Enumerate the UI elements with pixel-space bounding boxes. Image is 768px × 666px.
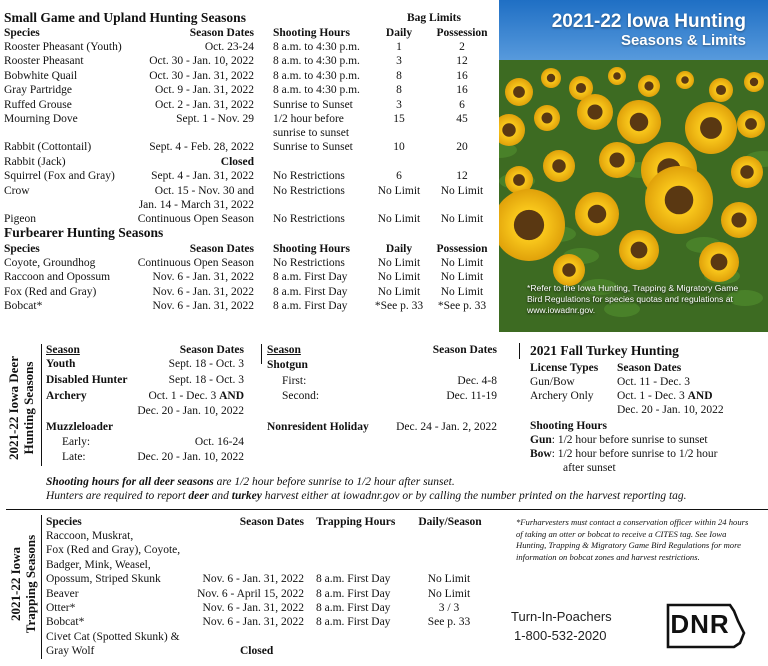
- deer-season-header-2: Season: [267, 344, 301, 356]
- sunflower: [731, 156, 763, 188]
- species-cell: Bobwhite Quail: [4, 69, 78, 82]
- turkey-archery-dates: [617, 389, 713, 403]
- dates-cell: Continuous Open Season: [137, 213, 254, 225]
- bag-limits-label: Bag Limits: [407, 12, 461, 24]
- deer-nonresident-dates: Dec. 24 - Jan. 2, 2022: [396, 421, 497, 433]
- daily-cell: *See p. 33: [374, 300, 424, 313]
- possession-cell: 16: [456, 84, 468, 97]
- deer-archery-dates: [120, 389, 244, 403]
- dates-cell: Oct. 2 - Jan. 31, 2022: [154, 98, 254, 111]
- deer-mid-divider: [261, 344, 262, 364]
- sunflower-photo: [499, 0, 768, 332]
- species-cell: Squirrel (Fox and Gray): [4, 170, 115, 183]
- daily-cell: No Limit: [377, 271, 421, 284]
- trap-group-line: Fox (Red and Gray), Coyote,: [46, 544, 181, 557]
- dates-cell: Oct. 9 - Jan. 31, 2022: [154, 84, 254, 97]
- turkey-gun-hours-text: : 1/2 hour before sunrise to sunset: [551, 434, 708, 446]
- hours-cell: 8 a.m. First Day: [273, 300, 348, 313]
- report-turkey: turkey: [231, 490, 262, 502]
- turkey-gun-hours: [530, 433, 708, 447]
- sunflower: [541, 68, 561, 88]
- trap-dates-cell: Nov. 6 - Jan. 31, 2022: [202, 602, 304, 614]
- possession-cell: 20: [456, 141, 468, 154]
- hours-cell: No Restrictions: [273, 170, 345, 183]
- photo-title-line1: 2021-22 Iowa Hunting: [551, 11, 746, 32]
- hours-cell: Sunrise to Sunset: [273, 98, 353, 111]
- species-cell: Crow: [4, 184, 30, 197]
- deer-muzzleloader-label: Muzzleloader: [46, 421, 114, 433]
- trap-species-cell: Opossum, Striped Skunk: [46, 573, 161, 586]
- sunflower: [608, 67, 626, 85]
- deer-archery-and: AND: [219, 390, 244, 402]
- deer-disabled-label: Disabled Hunter: [46, 374, 128, 386]
- poachers-label: Turn-In-Poachers: [511, 609, 612, 624]
- species-cell: Ruffed Grouse: [4, 98, 72, 111]
- daily-cell: 1: [396, 41, 402, 53]
- daily-cell: 8: [396, 84, 402, 97]
- species-cell: Coyote, Groundhog: [4, 257, 96, 269]
- trap-dates-cell: Nov. 6 - April 15, 2022: [197, 587, 304, 600]
- possession-cell: 16: [456, 69, 468, 82]
- possession-cell: *See p. 33: [437, 300, 487, 313]
- species-cell: Pigeon: [4, 213, 36, 225]
- possession-cell: 12: [456, 55, 468, 68]
- daily-header: Daily: [385, 243, 413, 255]
- daily-cell: No Limit: [377, 184, 421, 197]
- deer-side-label-line1: 2021-22 Iowa Deer: [6, 356, 21, 460]
- dates-cell: Oct. 15 - Nov. 30 and: [154, 184, 254, 197]
- possession-cell: No Limit: [440, 285, 484, 298]
- species-header: Species: [4, 243, 40, 255]
- sunflower: [709, 78, 733, 102]
- trap-group-line: Badger, Mink, Weasel,: [46, 558, 151, 571]
- sunflower: [543, 150, 575, 182]
- deer-archery-dates-1: Oct. 1 - Dec. 3: [148, 390, 217, 402]
- possession-cell: 45: [456, 113, 468, 125]
- deer-shotgun-label: Shotgun: [267, 359, 308, 371]
- trap-dates-cell: Nov. 6 - Jan. 31, 2022: [202, 573, 304, 586]
- deer-hours-note-text: are 1/2 hour before sunrise to 1/2 hour after sunset.: [213, 476, 455, 488]
- deer-muzzle-early-dates: Oct. 16-24: [194, 436, 244, 448]
- trap-hours-cell: 8 a.m. First Day: [316, 602, 391, 614]
- sunflower: [721, 202, 757, 238]
- deer-dates-header: Season Dates: [179, 344, 244, 356]
- turkey-bow-label: Bow: [530, 448, 552, 460]
- species-cell: Rooster Pheasant (Youth): [4, 41, 122, 53]
- hours-header: Shooting Hours: [273, 243, 351, 255]
- hours-cell: No Restrictions: [273, 213, 345, 225]
- poachers-phone: 1-800-532-2020: [514, 628, 607, 643]
- trap-species-cell: Beaver: [46, 587, 79, 600]
- sunflower: [685, 102, 737, 154]
- deer-archery-dates-2: Dec. 20 - Jan. 10, 2022: [137, 405, 244, 417]
- possession-cell: 2: [459, 41, 465, 53]
- hours-cell-2: sunrise to sunset: [273, 127, 350, 139]
- hours-cell: No Restrictions: [273, 257, 345, 269]
- trap-limit-cell: No Limit: [427, 587, 471, 600]
- hours-cell: 1/2 hour before: [273, 113, 344, 125]
- sunflower: [699, 242, 739, 282]
- possession-cell: No Limit: [440, 184, 484, 197]
- sunflower: [577, 94, 613, 130]
- daily-header: Daily: [385, 27, 413, 39]
- trapping-side-label-line1: 2021-22 Iowa: [8, 546, 23, 622]
- turkey-gunbow-label: Gun/Bow: [530, 376, 575, 388]
- deer-nonresident-label: Nonresident Holiday: [267, 421, 369, 433]
- dates-cell: Sept. 1 - Nov. 29: [176, 113, 254, 125]
- hours-cell: 8 a.m. to 4:30 p.m.: [273, 41, 360, 53]
- turkey-dates-header: Season Dates: [617, 362, 682, 374]
- dates-cell: Closed: [220, 155, 254, 168]
- deer-hours-note-bold: Shooting hours for all deer seasons: [46, 476, 214, 488]
- species-header: Species: [4, 27, 40, 39]
- species-cell: Rabbit (Jack): [4, 155, 66, 168]
- trap-dates-header: Season Dates: [239, 516, 304, 528]
- trap-graywolf-cell: Gray Wolf: [46, 645, 95, 658]
- trap-hours-cell: 8 a.m. First Day: [316, 573, 391, 586]
- trap-hours-cell: 8 a.m. First Day: [316, 616, 391, 629]
- deer-disabled-dates: Sept. 18 - Oct. 3: [168, 374, 244, 386]
- hours-cell: 8 a.m. to 4:30 p.m.: [273, 69, 360, 82]
- deer-report-note: [46, 489, 687, 503]
- deer-archery-label: Archery: [46, 390, 87, 402]
- hours-cell: No Restrictions: [273, 184, 345, 197]
- possession-header: Possession: [436, 27, 488, 39]
- deer-hours-note: [46, 475, 455, 489]
- small-game-title: Small Game and Upland Hunting Seasons: [4, 10, 246, 25]
- trap-limit-header: Daily/Season: [418, 516, 482, 528]
- dates-header: Season Dates: [189, 27, 254, 39]
- turkey-bow-hours-text: : 1/2 hour before sunrise to 1/2 hour: [551, 448, 718, 460]
- furbearer-title: Furbearer Hunting Seasons: [4, 225, 164, 240]
- sunflower: [744, 72, 764, 92]
- report-deer: deer: [188, 490, 209, 502]
- dates-header: Season Dates: [189, 243, 254, 255]
- trap-hours-cell: 8 a.m. First Day: [316, 587, 391, 600]
- hours-cell: 8 a.m. to 4:30 p.m.: [273, 55, 360, 68]
- photo-title: [552, 12, 746, 49]
- sunflower: [619, 230, 659, 270]
- trap-closed-cell: Closed: [240, 645, 274, 658]
- deer-muzzle-early-label: Early:: [62, 436, 91, 448]
- possession-cell: 6: [459, 98, 465, 111]
- trapping-side-label-line2: Trapping Seasons: [23, 534, 38, 634]
- daily-cell: No Limit: [377, 285, 421, 298]
- turkey-archery-dates-2: Dec. 20 - Jan. 10, 2022: [617, 404, 724, 416]
- daily-cell: 10: [393, 141, 405, 154]
- sunflower: [553, 254, 585, 286]
- trap-hours-header: Trapping Hours: [316, 516, 396, 528]
- dates-cell: Nov. 6 - Jan. 31, 2022: [152, 271, 254, 284]
- deer-season-header: Season: [46, 344, 80, 356]
- daily-cell: 3: [396, 55, 402, 68]
- dnr-logo: [664, 599, 748, 651]
- possession-cell: 12: [456, 170, 468, 183]
- daily-cell: 8: [396, 69, 402, 82]
- species-cell: Bobcat*: [4, 300, 43, 313]
- turkey-title: 2021 Fall Turkey Hunting: [530, 343, 679, 358]
- hours-cell: 8 a.m. to 4:30 p.m.: [273, 84, 360, 97]
- deer-shotgun-second-label: Second:: [282, 390, 320, 402]
- possession-cell: No Limit: [440, 271, 484, 284]
- dates-cell-2: Jan. 14 - March 31, 2022: [138, 198, 254, 211]
- sunflower: [737, 110, 765, 138]
- deer-shotgun-first-label: First:: [282, 375, 307, 387]
- trap-species-cell: Otter*: [46, 602, 76, 614]
- daily-cell: No Limit: [377, 213, 421, 225]
- turkey-license-header: License Types: [530, 362, 599, 374]
- hours-cell: 8 a.m. First Day: [273, 271, 348, 284]
- possession-cell: No Limit: [440, 213, 484, 225]
- dnr-logo-text: DNR: [670, 609, 730, 639]
- species-cell: Rooster Pheasant: [4, 55, 84, 68]
- deer-dates-header-2: Season Dates: [432, 344, 497, 356]
- deer-side-label-line2: Hunting Seasons: [21, 361, 36, 455]
- deer-youth-dates: Sept. 18 - Oct. 3: [168, 358, 244, 370]
- hours-header: Shooting Hours: [273, 27, 351, 39]
- turkey-gunbow-dates: Oct. 11 - Dec. 3: [617, 376, 691, 388]
- sunflower: [638, 75, 660, 97]
- dates-cell: Nov. 6 - Jan. 31, 2022: [152, 300, 254, 313]
- species-cell: Mourning Dove: [4, 113, 78, 125]
- turkey-bow-hours-2: after sunset: [563, 462, 616, 474]
- deer-side-label: [6, 344, 36, 472]
- trap-dates-cell: Nov. 6 - Jan. 31, 2022: [202, 616, 304, 629]
- sunflower: [505, 78, 533, 106]
- deer-shotgun-first-dates: Dec. 4-8: [457, 375, 497, 387]
- trapping-divider: [41, 515, 42, 659]
- species-cell: Fox (Red and Gray): [4, 285, 97, 298]
- photo-note: *Refer to the Iowa Hunting, Trapping & Migratory Game Bird Regulations for species quotas and regulations at www.iowadnr.gov.: [527, 283, 739, 315]
- dates-cell: Sept. 4 - Jan. 31, 2022: [151, 170, 254, 183]
- dates-cell: Continuous Open Season: [137, 257, 254, 269]
- turkey-archery-and: AND: [687, 390, 713, 402]
- sunflower: [617, 100, 661, 144]
- turkey-hours-title: Shooting Hours: [530, 420, 608, 432]
- deer-divider: [41, 344, 42, 466]
- trap-limit-cell: 3 / 3: [438, 602, 460, 614]
- hours-cell: 8 a.m. First Day: [273, 285, 348, 298]
- deer-muzzle-late-dates: Dec. 20 - Jan. 10, 2022: [137, 451, 244, 463]
- daily-cell: 6: [396, 170, 402, 183]
- dates-cell: Oct. 30 - Jan. 10, 2022: [149, 55, 254, 68]
- turkey-gun-label: Gun: [530, 434, 552, 446]
- possession-cell: No Limit: [440, 257, 484, 269]
- possession-header: Possession: [436, 243, 488, 255]
- photo-title-line2: Seasons & Limits: [620, 32, 746, 49]
- hours-cell: Sunrise to Sunset: [273, 141, 353, 154]
- daily-cell: No Limit: [377, 257, 421, 269]
- species-cell: Rabbit (Cottontail): [4, 141, 92, 154]
- daily-cell: 3: [396, 98, 402, 111]
- report-note-2: harvest either at iowadnr.gov or by calling the number printed on the harvest reporting tag.: [261, 490, 687, 502]
- sunflower: [645, 166, 713, 234]
- sunflower: [534, 105, 560, 131]
- turkey-divider: [519, 343, 520, 359]
- trap-limit-cell: See p. 33: [427, 616, 471, 629]
- sunflower: [676, 71, 694, 89]
- trapping-top-rule: [6, 509, 768, 510]
- deer-youth-label: Youth: [46, 358, 76, 370]
- species-cell: Raccoon and Opossum: [4, 271, 111, 284]
- trapping-footnote: *Furharvesters must contact a conservation officer within 24 hours of taking an otter or bobcat to receive a CITES tag. See Iowa Hunting, Trapping & Migratory Game Bird Regulations for more information on bobcat zones and harvest restrictions.: [516, 517, 749, 562]
- dates-cell: Sept. 4 - Feb. 28, 2022: [149, 141, 254, 154]
- deer-muzzle-late-label: Late:: [62, 451, 86, 463]
- trap-civet-cell: Civet Cat (Spotted Skunk) &: [46, 630, 180, 643]
- dates-cell: Oct. 30 - Jan. 31, 2022: [149, 69, 254, 82]
- trap-species-header: Species: [46, 516, 82, 528]
- trap-species-cell: Bobcat*: [46, 616, 85, 629]
- species-cell: Gray Partridge: [4, 84, 73, 97]
- turkey-archery-dates-1: Oct. 1 - Dec. 3: [617, 390, 685, 402]
- trap-group-line: Raccoon, Muskrat,: [46, 530, 134, 542]
- trap-limit-cell: No Limit: [427, 573, 471, 586]
- report-and: and: [208, 490, 232, 502]
- dates-cell: Oct. 23-24: [204, 41, 254, 53]
- deer-shotgun-second-dates: Dec. 11-19: [446, 390, 497, 402]
- daily-cell: 15: [393, 113, 405, 125]
- sunflower: [599, 142, 635, 178]
- report-note-1: Hunters are required to report: [46, 490, 189, 502]
- trapping-side-label: [8, 518, 38, 650]
- dates-cell: Nov. 6 - Jan. 31, 2022: [152, 285, 254, 298]
- turkey-archery-label: Archery Only: [530, 390, 594, 402]
- turkey-bow-hours: [530, 447, 718, 461]
- sunflower: [575, 192, 619, 236]
